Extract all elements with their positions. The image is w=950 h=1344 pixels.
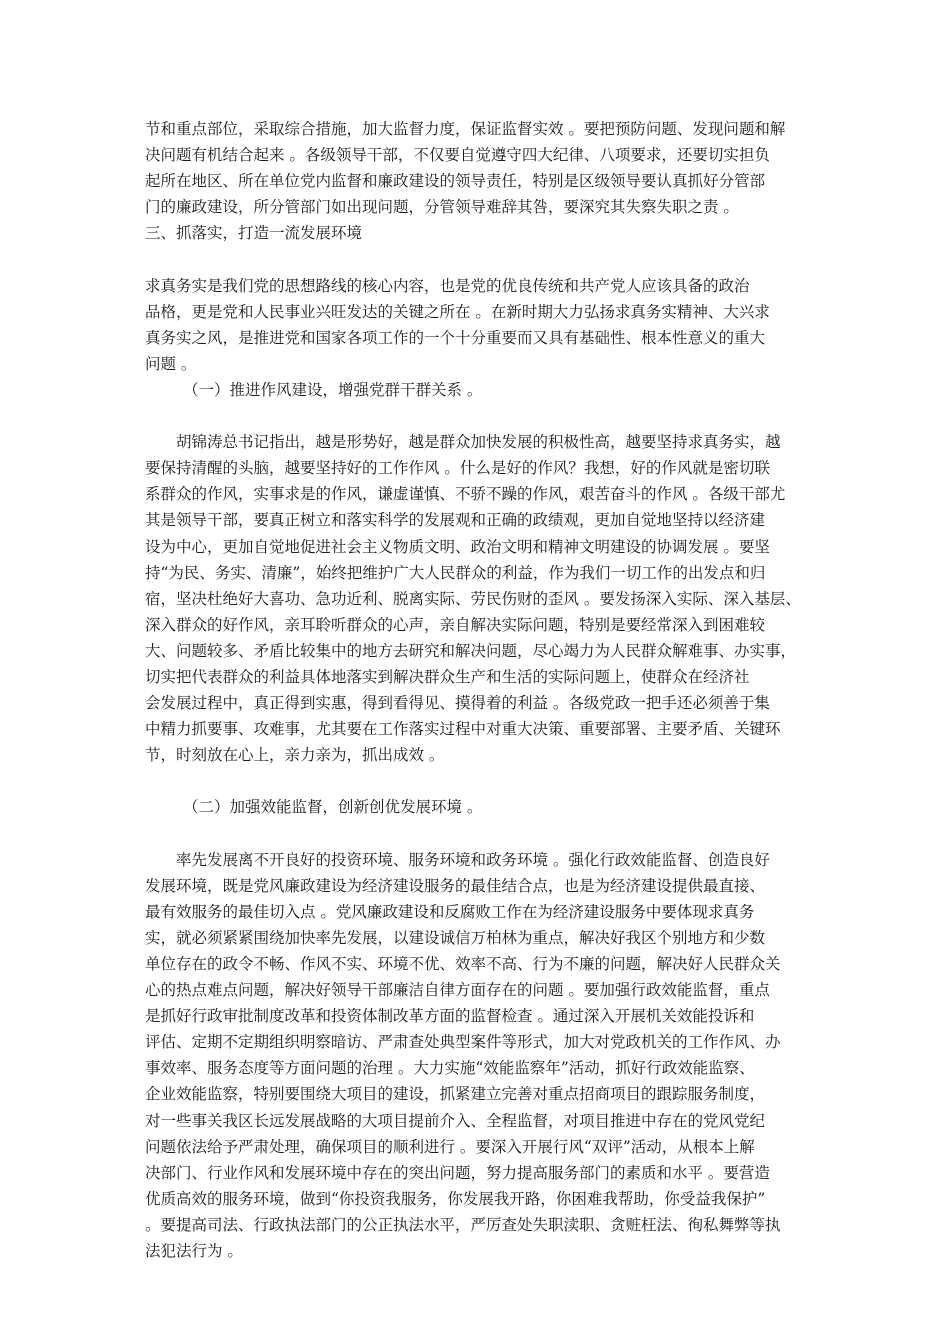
paragraph-3 (145, 429, 813, 768)
paragraph-2 (145, 273, 813, 377)
text-line: 中精力抓要事、攻难事，尤其要在工作落实过程中对重大决策、重要部署、主要矛盾、关键环 (145, 720, 781, 739)
text-line: 胡锦涛总书记指出，越是形势好，越是群众加快发展的积极性高，越要坚持求真务实，越 (176, 433, 781, 452)
text-line: 问题依法给予严肃处理，确保项目的顺利进行 。要深入开展行风“双评”活动，从根本上解 (145, 1137, 755, 1156)
text-line: 率先发展离不开良好的投资环境、服务环境和政务环境 。强化行政效能监督、创造良好 (176, 850, 770, 869)
text-line: 事效率、服务态度等方面问题的治理 。大力实施“效能监察年”活动，抓好行政效能监察、 (145, 1059, 755, 1078)
text-line: 法犯法行为 。 (145, 1242, 243, 1261)
subheading-1: （一）推进作风建设，增强党群干群关系 。 (183, 380, 483, 399)
text-line: 评估、定期不定期组织明察暗访、严肃查处典型案件等形式，加大对党政机关的工作作风、办 (145, 1033, 781, 1052)
paragraph-4 (145, 847, 813, 1265)
text-line: 心的热点难点问题，解决好领导干部廉洁自律方面存在的问题 。要加强行政效能监督，重点 (145, 981, 770, 1000)
text-line: 求真务实是我们党的思想路线的核心内容，也是党的优良传统和共产党人应该具备的政治 (145, 276, 750, 295)
text-line: 企业效能监察，特别要围绕大项目的建设，抓紧建立完善对重点招商项目的跟踪服务制度， (145, 1085, 766, 1104)
text-line: 问题 。 (145, 354, 197, 373)
text-line: 发展环境，既是党风廉政建设为经济建设服务的最佳结合点，也是为经济建设提供最直接、 (145, 876, 766, 895)
text-line: 设为中心，更加自觉地促进社会主义物质文明、政治文明和精神文明建设的协调发展 。要坚 (145, 537, 770, 556)
text-line: 是抓好行政审批制度改革和投资体制改革方面的监督检查 。通过深入开展机关效能投诉和 (145, 1007, 755, 1026)
text-line: 切实把代表群众的利益具体地落实到解决群众生产和生活的实际问题上，使群众在经济社 (145, 667, 750, 686)
text-line: 优质高效的服务环境，做到“你投资我服务，你发展我开路，你困难我帮助，你受益我保护” (145, 1189, 766, 1208)
text-line: 决部门、行业作风和发展环境中存在的突出问题，努力提高服务部门的素质和水平 。要营造 (145, 1163, 770, 1182)
text-line: 最有效服务的最佳切入点 。党风廉政建设和反腐败工作在为经济建设服务中要体现求真务 (145, 902, 755, 921)
text-line: 节，时刻放在心上，亲力亲为，抓出成效 。 (145, 746, 445, 765)
blank-line (145, 246, 813, 272)
section-heading-3: 三、抓落实，打造一流发展环境 (145, 224, 363, 243)
subheading-2: （二）加强效能监督，创新创优发展环境 。 (183, 798, 483, 817)
text-line: 。要提高司法、行政执法部门的公正执法水平，严厉查处失职渎职、贪赃枉法、徇私舞弊等执 (145, 1215, 781, 1234)
blank-line (145, 403, 813, 429)
text-line: 品格，更是党和人民事业兴旺发达的关键之所在 。在新时期大力弘扬求真务实精神、大兴求 (145, 302, 770, 321)
text-line: 会发展过程中，真正得到实惠，得到看得见、摸得着的利益 。各级党政一把手还必须善于集 (145, 694, 770, 713)
text-line: 要保持清醒的头脑，越要坚持好的工作作风 。什么是好的作风？我想，好的作风就是密切联 (145, 459, 770, 478)
text-line: 起所在地区、所在单位党内监督和廉政建设的领导责任，特别是区级领导要认真抓好分管部 (145, 172, 766, 191)
text-line: 真务实之风，是推进党和国家各项工作的一个十分重要而又具有基础性、根本性意义的重大 (145, 328, 766, 347)
blank-line (145, 821, 813, 847)
text-line: 实，就必须紧紧围绕加快率先发展，以建设诚信万柏林为重点，解决好我区个别地方和少数 (145, 928, 766, 947)
text-line: 单位存在的政令不畅、作风不实、环境不优、效率不高、行为不廉的问题，解决好人民群众关 (145, 955, 781, 973)
text-line: 决问题有机结合起来 。各级领导干部，不仅要自觉遵守四大纪律、八项要求，还要切实担负 (145, 146, 770, 165)
blank-line (145, 768, 813, 794)
text-line: 对一些事关我区长远发展战略的大项目提前介入、全程监督，对项目推进中存在的党风党纪 (145, 1111, 766, 1130)
text-line: 持“为民、务实、清廉”，始终把维护广大人民群众的利益，作为我们一切工作的出发点和归 (145, 563, 766, 582)
text-line: 门的廉政建设，所分管部门如出现问题，分管领导难辞其咎，要深究其失察失职之责 。 (145, 198, 739, 217)
text-line: 宿，坚决杜绝好大喜功、急功近利、脱离实际、劳民伤财的歪风 。要发扬深入实际、深入基层、 (145, 589, 801, 608)
text-line: 其是领导干部，要真正树立和落实科学的发展观和正确的政绩观，更加自觉地坚持以经济建 (145, 511, 766, 530)
text-line: 深入群众的好作风，亲耳聆听群众的心声，亲自解决实际问题，特别是要经常深入到困难较 (145, 615, 766, 634)
paragraph-1 (145, 116, 813, 220)
text-line: 系群众的作风，实事求是的作风，谦虚谨慎、不骄不躁的作风，艰苦奋斗的作风 。各级干部尤 (145, 485, 786, 504)
text-line: 大、问题较多、矛盾比较集中的地方去研究和解决问题，尽心竭力为人民群众解难事、办实事， (145, 641, 797, 660)
document-page (145, 116, 813, 1264)
text-line: 节和重点部位，采取综合措施，加大监督力度，保证监督实效 。要把预防问题、发现问题和解 (145, 120, 786, 138)
